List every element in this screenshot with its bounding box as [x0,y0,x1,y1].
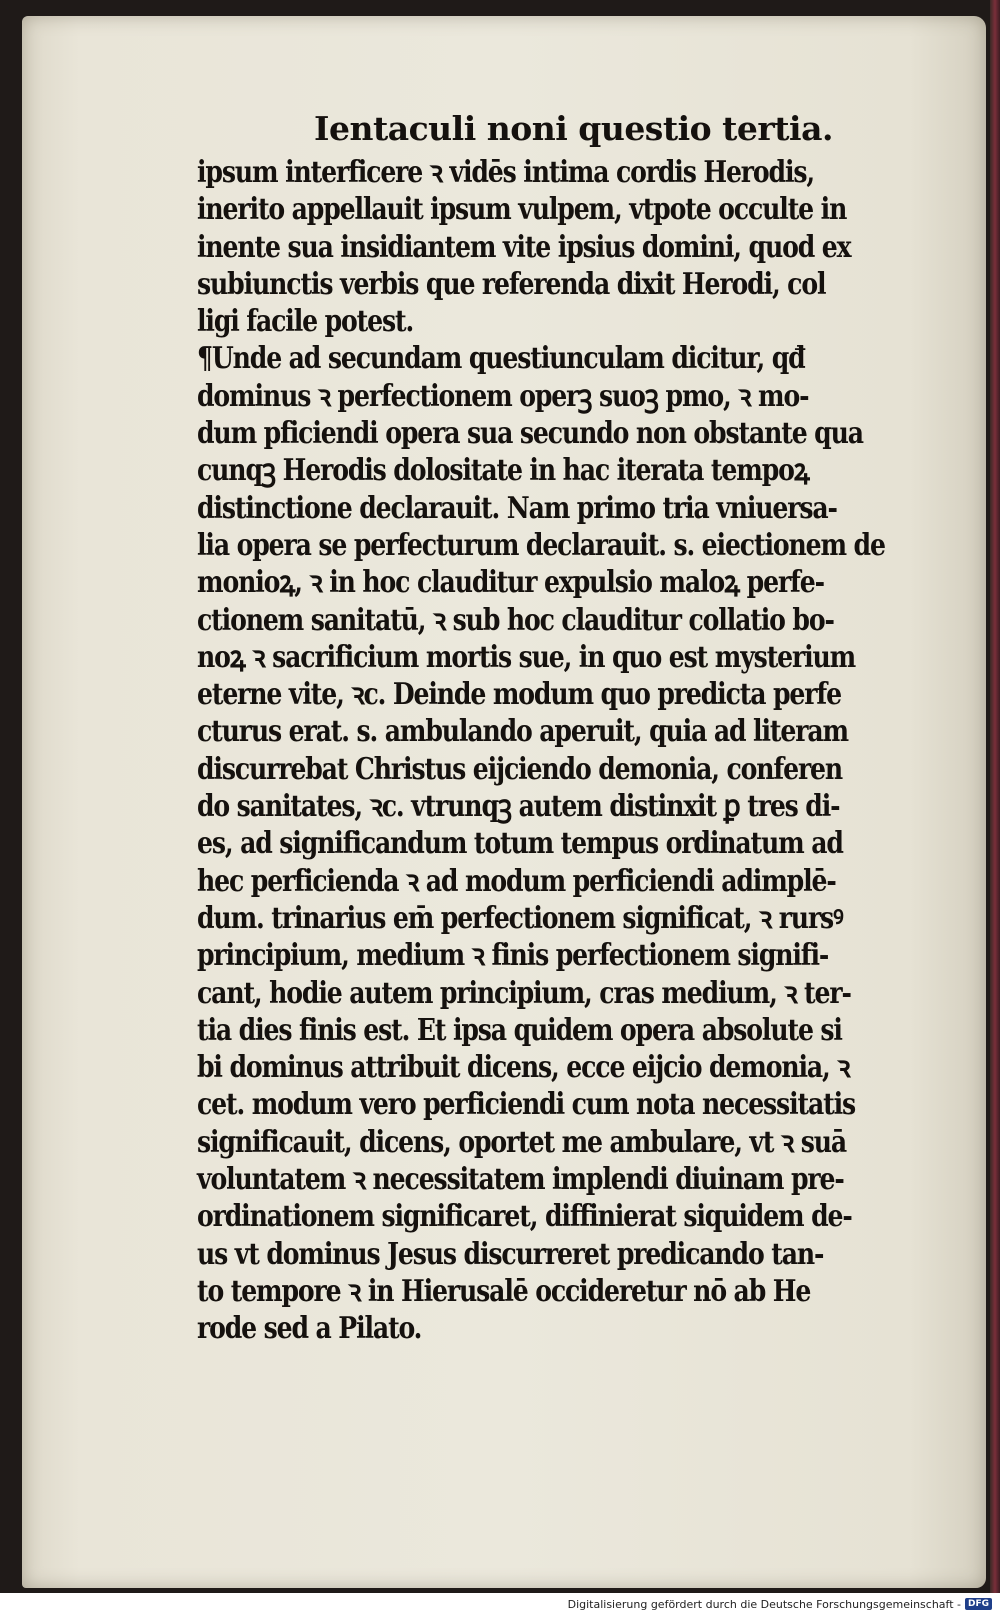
text-line: cunqꝫ Herodis dolositate in hac iterata tempoꝝ [197,453,809,489]
footer-text: Digitalisierung gefördert durch die Deutsche Forschungsgemeinschaft - [567,1597,961,1611]
text-line: rode sed a Pilato. [197,1311,422,1347]
text-line: principium, medium ꝛ finis perfectionem signifi- [197,938,829,974]
text-line: voluntatem ꝛ necessitatem implendi diuinam pre- [197,1162,844,1198]
text-line: bi dominus attribuit dicens, ecce eijcio demonia, ꝛ [197,1050,850,1086]
text-line: cturus erat. s. ambulando aperuit, quia ad literam [197,714,848,750]
text-line: discurrebat Christus eijciendo demonia, conferen [197,751,843,787]
text-line: hec perficienda ꝛ ad modum perficiendi adimplē- [197,863,836,899]
text-lines [197,154,932,1348]
text-line: significauit, dicens, oportet me ambulare, vt ꝛ suā [197,1124,847,1160]
running-head: Ientaculi noni questio tertia. [314,109,833,148]
text-line: ipsum interficere ꝛ vidēs intima cordis Herodis, [197,155,815,190]
text-line: lia opera se perfecturum declarauit. s. eiectionem de [197,527,885,563]
text-line: ctionem sanitatū, ꝛ sub hoc clauditur collatio bo- [197,602,834,638]
text-line: dum pficiendi opera sua secundo non obstante qua [197,416,863,452]
digitization-footer [568,1596,992,1612]
text-line: eterne vite, ꝛc. Deinde modum quo predicta perfe [197,677,841,713]
text-line: ¶Unde ad secundam questiunculam dicitur, qđ [197,341,805,377]
dfg-logo: DFG [965,1598,992,1610]
page-text-block [197,106,932,1348]
text-line: dum. trinarius em̄ perfectionem significat, ꝛ rursꝰ [197,900,843,936]
text-line: dominus ꝛ perfectionem operꝫ suoꝫ pmo, ꝛ mo- [197,378,809,414]
text-line: do sanitates, ꝛc. vtrunqꝫ autem distinxit ꝑ tres di- [197,789,840,825]
book-edge [990,0,1000,1593]
text-line: cant, hodie autem principium, cras medium, ꝛ ter- [197,975,851,1011]
text-line: cet. modum vero perficiendi cum nota necessitatis [197,1087,856,1123]
text-line: noꝝ ꝛ sacrificium mortis sue, in quo est mysterium [197,639,856,675]
text-line: monioꝝ, ꝛ in hoc clauditur expulsio maloꝝ perfe- [197,565,824,601]
text-line: inerito appellauit ipsum vulpem, vtpote occulte in [197,192,847,228]
text-line: ligi facile potest. [197,304,414,340]
text-line: inente sua insidiantem vite ipsius domini, quod ex [197,229,851,265]
text-line: subiunctis verbis que referenda dixit Herodi, col [197,266,826,302]
text-line: ordinationem significaret, diffinierat siquidem de- [197,1199,852,1235]
text-line: distinctione declarauit. Nam primo tria vniuersa- [197,490,837,526]
text-line: es, ad significandum totum tempus ordinatum ad [197,826,843,862]
text-line: to tempore ꝛ in Hierusalē occideretur nō ab He [197,1273,811,1309]
text-line: us vt dominus Jesus discurreret predicando tan- [197,1236,824,1272]
text-line: tia dies finis est. Et ipsa quidem opera absolute si [197,1012,842,1048]
